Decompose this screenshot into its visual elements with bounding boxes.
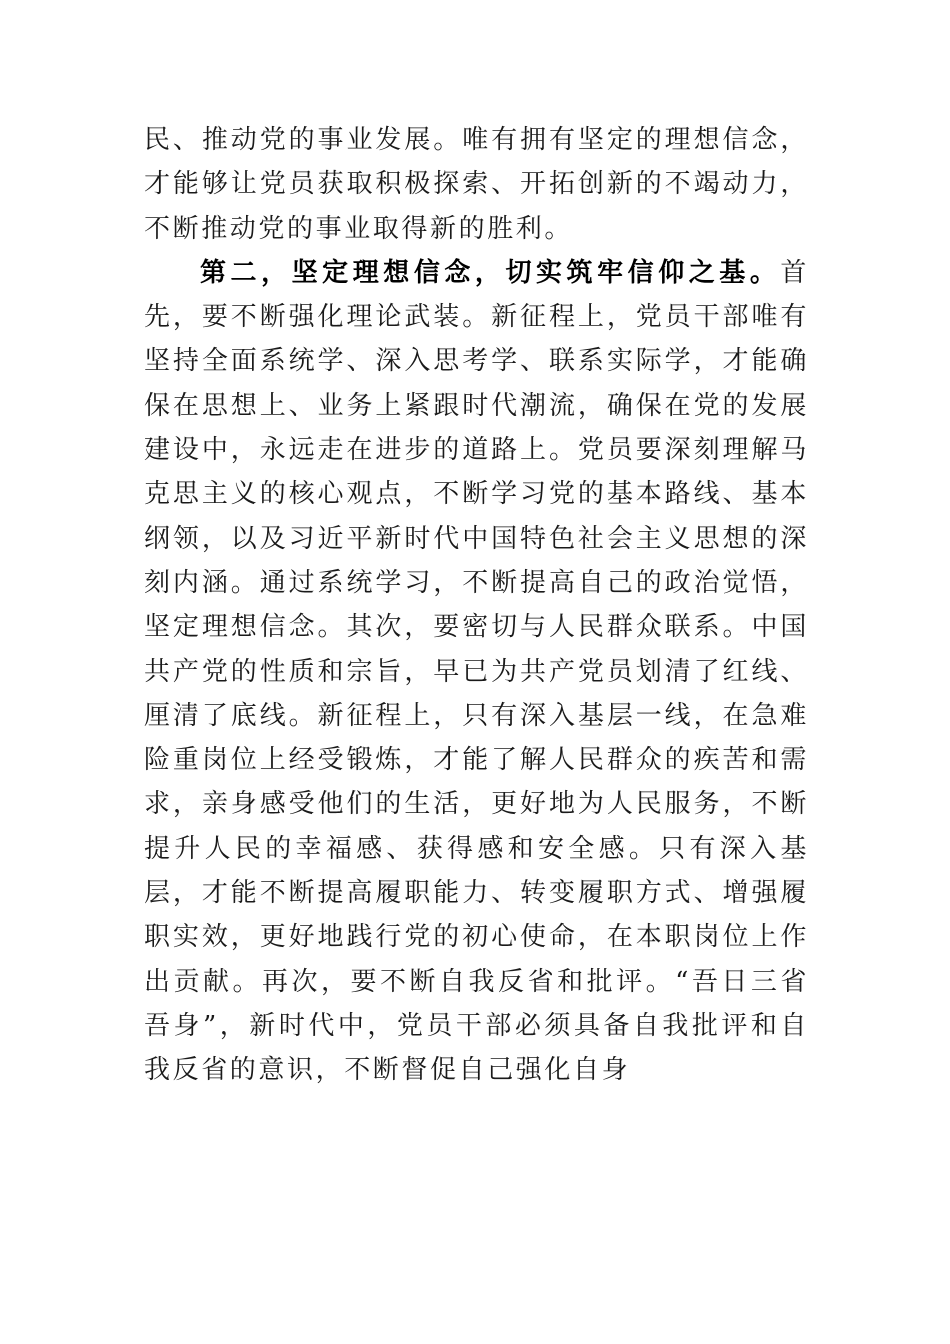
paragraph-continuation: 民、推动党的事业发展。唯有拥有坚定的理想信念，才能够让党员获取积极探索、开拓创新的不竭动力，不断推动党的事业取得新的胜利。 (144, 125, 809, 244)
paragraph-body-text: 首先，要不断强化理论武装。新征程上，党员干部唯有坚持全面系统学、深入思考学、联系实际学，才能确保在思想上、业务上紧跟时代潮流，确保在党的发展建设中，永远走在进步的道路上。党员要深刻理解马克思主义的核心观点，不断学习党的基本路线、基本纲领，以及习近平新时代中国特色社会主义思想的深刻内涵。通过系统学习，不断提高自己的政治觉悟，坚定理想信念。其次，要密切与人民群众联系。中国共产党的性质和宗旨，早已为共产党员划清了红线、厘清了底线。新征程上，只有深入基层一线，在急难险重岗位上经受锻炼，才能了解人民群众的疾苦和需求，亲身感受他们的生活，更好地为人民服务，不断提升人民的幸福感、获得感和安全感。只有深入基层，才能不断提高履职能力、转变履职方式、增强履职实效，更好地践行党的初心使命，在本职岗位上作出贡献。再次，要不断自我反省和批评。“吾日三省吾身”，新时代中，党员干部必须具备自我批评和自我反省的意识，不断督促自己强化自身 (144, 257, 809, 1086)
document-body (144, 118, 809, 1093)
paragraph-second-point (144, 251, 809, 1093)
paragraph-heading-bold: 第二，坚定理想信念，切实筑牢信仰之基。 (200, 257, 781, 288)
